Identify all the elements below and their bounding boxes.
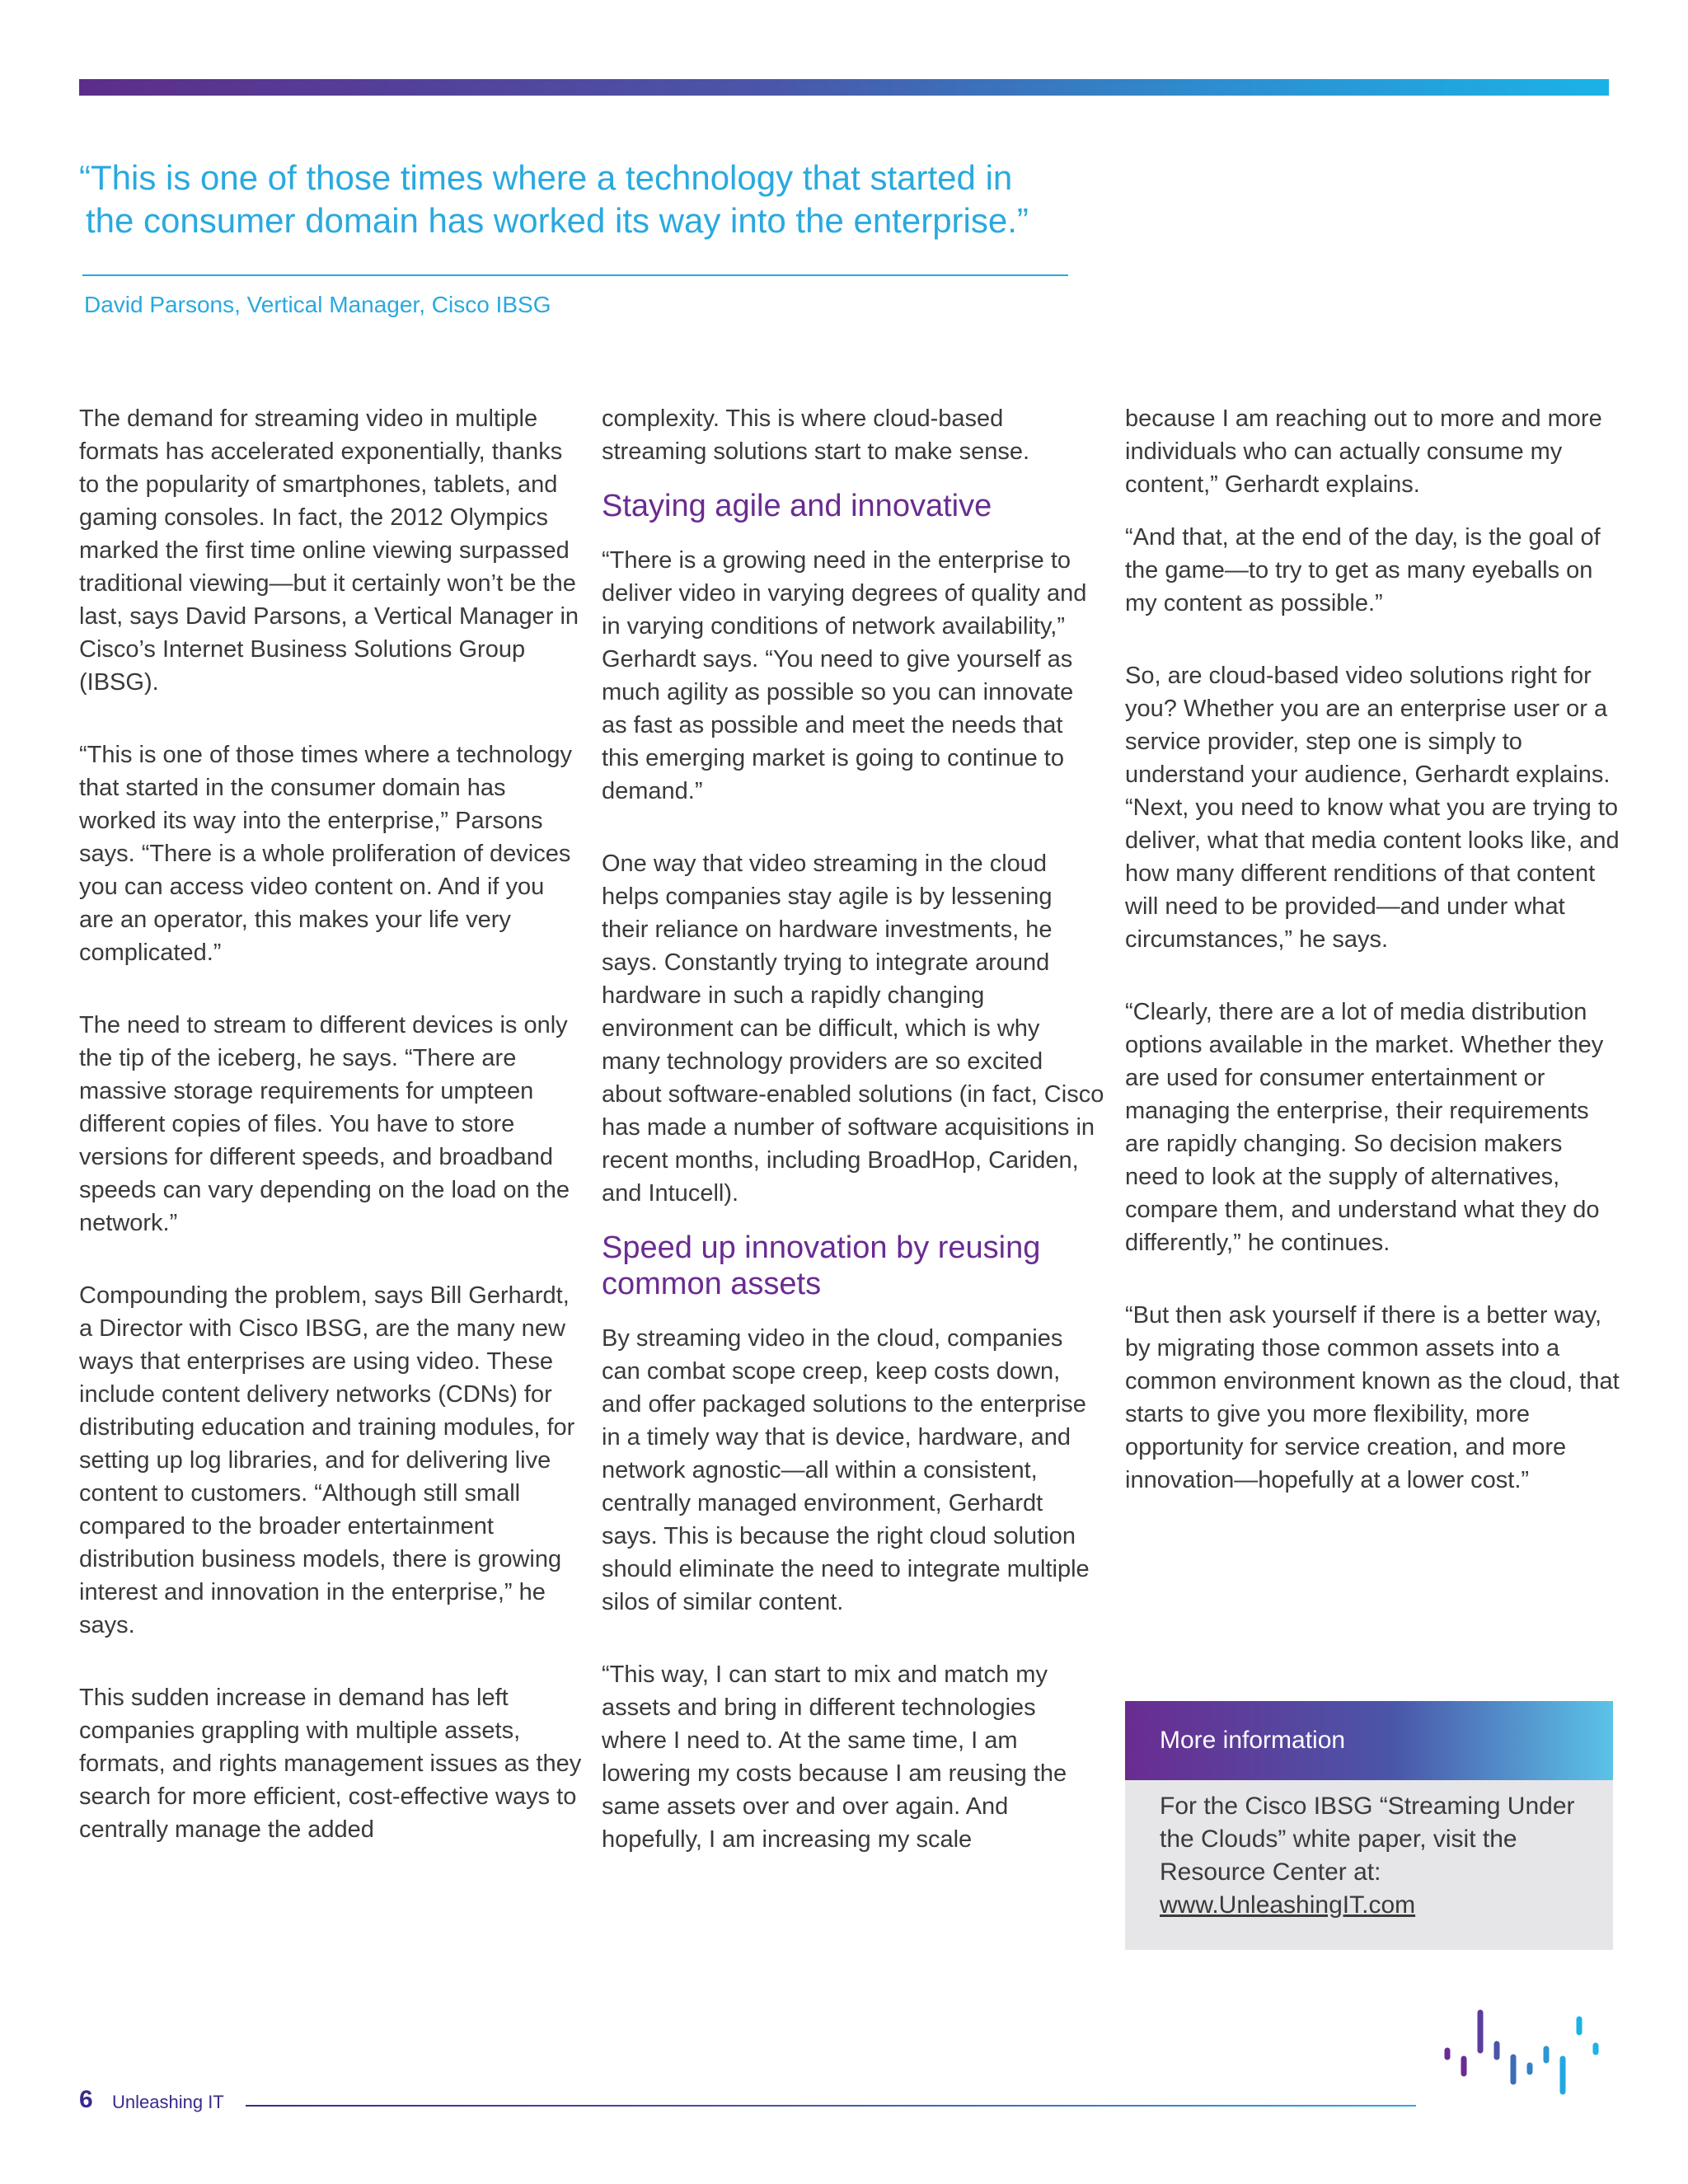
- footer-divider: [246, 2105, 1416, 2107]
- column-1-paragraph: The demand for streaming video in multiple formats has accelerated exponentially, thanks to the popularity of smartphones, tablets, and gaming consoles. In fact, the 2012 Olympics marked the first time online viewing surpassed traditional viewing—but it certainly won’t be the last, says David Parsons, a Vertical Manager in Cisco’s Internet Business Solutions Group (IBSG).: [79, 405, 579, 696]
- column-1: [79, 402, 582, 1886]
- more-information-box: [1125, 1701, 1613, 1950]
- page-number: 6: [79, 2086, 93, 2113]
- column-2: [602, 402, 1104, 1896]
- pull-quote: [79, 157, 1076, 242]
- column-3-paragraph: “Clearly, there are a lot of media distribution options available in the market. Whether they are used for consumer entertainment or managing the enterprise, their requirements are rapidly changing. So decision makers need to look at the supply of alternatives, compare them, and understand what they do differently,” he continues.: [1125, 999, 1604, 1256]
- top-gradient-bar: [79, 79, 1609, 96]
- pull-quote-line-1: “This is one of those times where a technology that started in: [79, 158, 1013, 197]
- column-2-paragraph: By streaming video in the cloud, companies can combat scope creep, keep costs down, and offer packaged solutions to the enterprise in a timely way that is device, hardware, and network agnostic—all within a consistent, centrally managed environment, Gerhardt says. This is because the right cloud solution should eliminate the need to integrate multiple silos of similar content.: [602, 1325, 1090, 1615]
- column-2-paragraph: “There is a growing need in the enterprise to deliver video in varying degrees of quality and in varying conditions of network availability,” Gerhardt says. “You need to give yourself as much agility as possible so you can innovate as fast as possible and meet the needs that this emerging market is going to continue to demand.”: [602, 547, 1087, 804]
- column-1-paragraph: This sudden increase in demand has left companies grappling with multiple assets, formats, and rights management issues as they search for more efficient, cost-effective ways to centrally manage the added: [79, 1685, 582, 1843]
- column-3-paragraph: because I am reaching out to more and more individuals who can actually consume my content,” Gerhardt explains.: [1125, 405, 1602, 498]
- pull-quote-line-2: the consumer domain has worked its way into the enterprise.”: [86, 201, 1029, 240]
- column-1-paragraph: The need to stream to different devices is only the tip of the iceberg, he says. “There are massive storage requirements for umpteen different copies of files. You have to store versions for different speeds, and broadband speeds can vary depending on the load on the network.”: [79, 1012, 570, 1236]
- column-2-intro-paragraph: complexity. This is where cloud-based streaming solutions start to make sense.: [602, 405, 1030, 465]
- section-heading-reuse: Speed up innovation by reusing common assets: [602, 1230, 1041, 1301]
- cisco-logo-icon: [1434, 2003, 1599, 2118]
- quote-divider: [82, 274, 1068, 276]
- more-information-body: [1125, 1780, 1613, 1922]
- resource-center-link[interactable]: www.UnleashingIT.com: [1160, 1891, 1416, 1919]
- column-3: [1125, 402, 1620, 1536]
- column-1-paragraph: Compounding the problem, says Bill Gerhardt, a Director with Cisco IBSG, are the many new ways that enterprises are using video. These include content delivery networks (CDNs) for distributing education and training modules, for setting up log libraries, and for delivering live content to customers. “Although still small compared to the broader entertainment distribution business models, there is growing interest and innovation in the enterprise,” he says.: [79, 1282, 575, 1638]
- column-3-paragraph: So, are cloud-based video solutions right for you? Whether you are an enterprise user or a service provider, step one is simply to understand your audience, Gerhardt explains. “Next, you need to know what you are trying to deliver, what that media content looks like, and how many different renditions of that content will need to be provided—and under what circumstances,” he says.: [1125, 663, 1620, 953]
- more-information-text: For the Cisco IBSG “Streaming Under the Clouds” white paper, visit the Resource Center at:: [1160, 1793, 1575, 1886]
- column-3-paragraph: “And that, at the end of the day, is the goal of the game—to try to get as many eyeballs on my content as possible.”: [1125, 524, 1601, 616]
- column-3-paragraph: “But then ask yourself if there is a better way, by migrating those common assets into a common environment known as the cloud, that starts to give you more flexibility, more opportunity for service creation, and more innovation—hopefully at a lower cost.”: [1125, 1302, 1620, 1493]
- quote-attribution: David Parsons, Vertical Manager, Cisco IBSG: [84, 292, 551, 317]
- column-1-paragraph: “This is one of those times where a technology that started in the consumer domain has worked its way into the enterprise,” Parsons says. “There is a whole proliferation of devices you can access video content on. And if you are an operator, this makes your life very complicated.”: [79, 742, 573, 966]
- more-information-title: More information: [1125, 1701, 1613, 1780]
- publication-name: Unleashing IT: [112, 2092, 224, 2112]
- column-2-paragraph: “This way, I can start to mix and match my assets and bring in different technologies where I need to. At the same time, I am lowering my costs because I am reusing the same assets over and over again. And hopefully, I am increasing my scale: [602, 1661, 1067, 1853]
- section-heading-agile: Staying agile and innovative: [602, 489, 992, 523]
- column-2-paragraph: One way that video streaming in the cloud helps companies stay agile is by lessening their reliance on hardware investments, he says. Constantly trying to integrate around hardware in such a rapidly changing environment can be difficult, which is why many technology providers are so excited about software-enabled solutions (in fact, Cisco has made a number of software acquisitions in recent months, including BroadHop, Cariden, and Intucell).: [602, 851, 1104, 1207]
